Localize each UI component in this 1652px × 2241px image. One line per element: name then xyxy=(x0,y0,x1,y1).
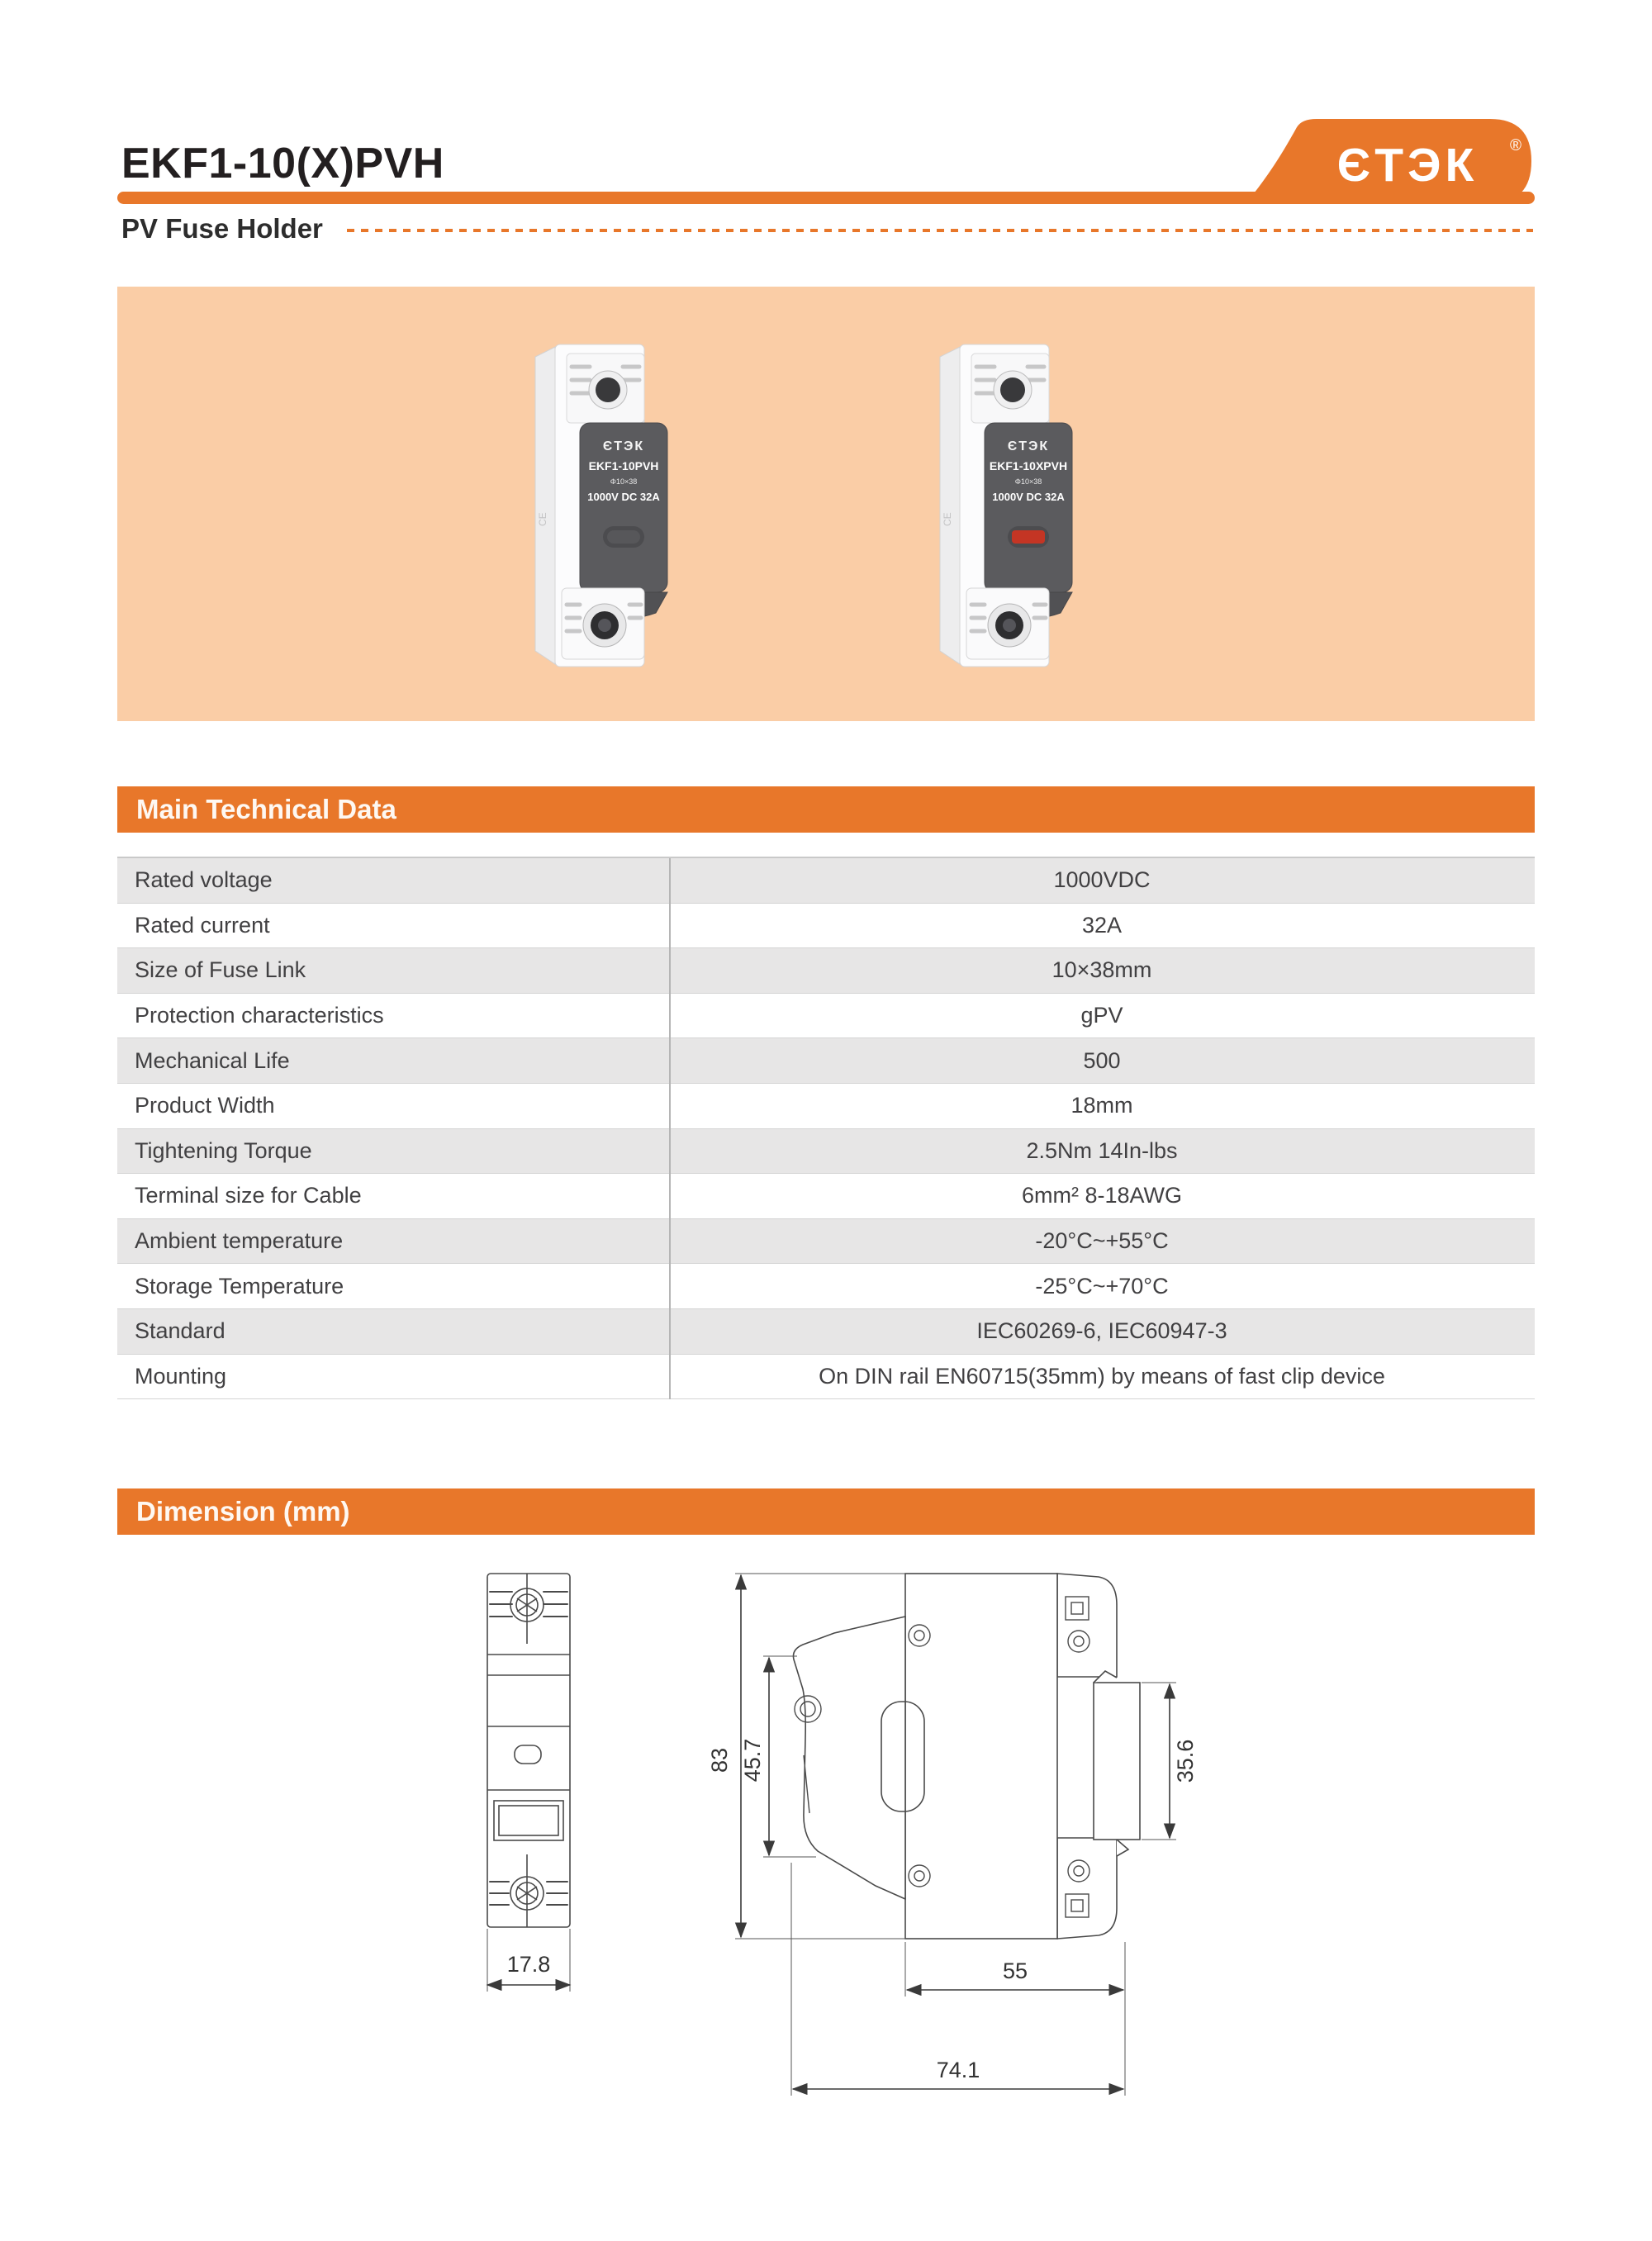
dim-label-height-total: 83 xyxy=(707,1747,732,1773)
dim-label-depth-total: 74.1 xyxy=(936,2058,980,2082)
spec-value: On DIN rail EN60715(35mm) by means of fast clip device xyxy=(819,1363,1385,1389)
spec-value: 10×38mm xyxy=(1051,957,1152,983)
spec-label: Standard xyxy=(135,1318,225,1344)
registered-mark: ® xyxy=(1510,137,1521,154)
carrier-model-label: EKF1-10PVH xyxy=(588,459,659,472)
spec-label: Storage Temperature xyxy=(135,1273,344,1299)
spec-value: -25°C~+70°C xyxy=(1035,1273,1169,1299)
carrier-size-label: Φ10×38 xyxy=(1014,477,1042,486)
dim-label-din-clip: 35.6 xyxy=(1173,1739,1198,1783)
table-row xyxy=(117,948,1535,994)
carrier-size-label: Φ10×38 xyxy=(610,477,638,486)
table-row xyxy=(117,858,1535,904)
table-row xyxy=(117,1129,1535,1175)
table-row xyxy=(117,994,1535,1039)
table-row xyxy=(117,1038,1535,1084)
module-side-face xyxy=(940,347,960,664)
subtitle-dashed-line xyxy=(347,229,1533,232)
spec-value: 2.5Nm 14In-lbs xyxy=(1026,1137,1178,1163)
carrier-brand-label: ЄТЭК xyxy=(602,439,645,453)
din-clip-dimension xyxy=(1142,1683,1176,1840)
module-side-face xyxy=(535,347,555,664)
dimension-drawing xyxy=(446,1565,1222,2110)
table-row xyxy=(117,1309,1535,1355)
spec-label: Terminal size for Cable xyxy=(135,1183,362,1208)
table-row xyxy=(117,1264,1535,1309)
top-screw-hole xyxy=(1000,377,1025,402)
spec-label: Tightening Torque xyxy=(135,1137,312,1163)
table-row xyxy=(117,904,1535,949)
spec-value: gPV xyxy=(1080,1003,1123,1028)
side-view-outline xyxy=(793,1574,1140,1939)
section-header-technical: Main Technical Data xyxy=(117,786,1535,833)
technical-data-table xyxy=(117,857,1535,1399)
blown-fuse-indicator xyxy=(1012,530,1045,544)
dim-label-height-inner: 45.7 xyxy=(740,1738,765,1783)
title-underline-bar xyxy=(117,192,1535,204)
spec-label: Protection characteristics xyxy=(135,1003,384,1028)
product-photo-ekf1-10pvh xyxy=(520,340,727,671)
section-header-dimension: Dimension (mm) xyxy=(117,1488,1535,1535)
carrier-rating-label: 1000V DC 32A xyxy=(587,491,660,503)
spec-label: Rated voltage xyxy=(135,867,273,893)
spec-label: Rated current xyxy=(135,912,270,938)
carrier-brand-label: ЄТЭК xyxy=(1007,439,1050,453)
carrier-rating-label: 1000V DC 32A xyxy=(992,491,1065,503)
spec-value: 1000VDC xyxy=(1053,867,1151,893)
spec-label: Mounting xyxy=(135,1363,227,1389)
spec-label: Product Width xyxy=(135,1093,275,1118)
product-image-panel xyxy=(117,287,1535,721)
product-photo-ekf1-10xpvh xyxy=(925,340,1132,671)
front-view-outline xyxy=(487,1574,570,1927)
ce-marking: CE xyxy=(537,512,548,526)
spec-value: 500 xyxy=(1083,1047,1121,1073)
dim-label-front-width: 17.8 xyxy=(506,1952,551,1977)
spec-label: Ambient temperature xyxy=(135,1228,344,1254)
table-row xyxy=(117,1174,1535,1219)
spec-value: 32A xyxy=(1081,912,1123,938)
page-title: EKF1-10(X)PVH xyxy=(121,140,444,188)
table-row xyxy=(117,1084,1535,1129)
spec-label: Size of Fuse Link xyxy=(135,957,306,983)
bottom-screw-center xyxy=(598,619,611,632)
spec-value: 18mm xyxy=(1070,1093,1133,1118)
page-subtitle: PV Fuse Holder xyxy=(121,213,323,244)
table-row xyxy=(117,1355,1535,1400)
table-row xyxy=(117,1219,1535,1265)
spec-label: Mechanical Life xyxy=(135,1047,290,1073)
bottom-screw-center xyxy=(1003,619,1016,632)
logo-text: ЄТЭК xyxy=(1336,139,1479,192)
spec-value: -20°C~+55°C xyxy=(1035,1228,1169,1254)
carrier-model-label: EKF1-10XPVH xyxy=(989,459,1068,472)
carrier-handle-inner xyxy=(607,530,640,544)
ce-marking: CE xyxy=(942,512,953,526)
spec-value: IEC60269-6, IEC60947-3 xyxy=(976,1318,1227,1344)
spec-value: 6mm² 8-18AWG xyxy=(1021,1183,1183,1208)
dim-label-depth-body: 55 xyxy=(1002,1959,1028,1983)
table-column-divider xyxy=(669,858,671,1399)
top-screw-hole xyxy=(596,377,620,402)
